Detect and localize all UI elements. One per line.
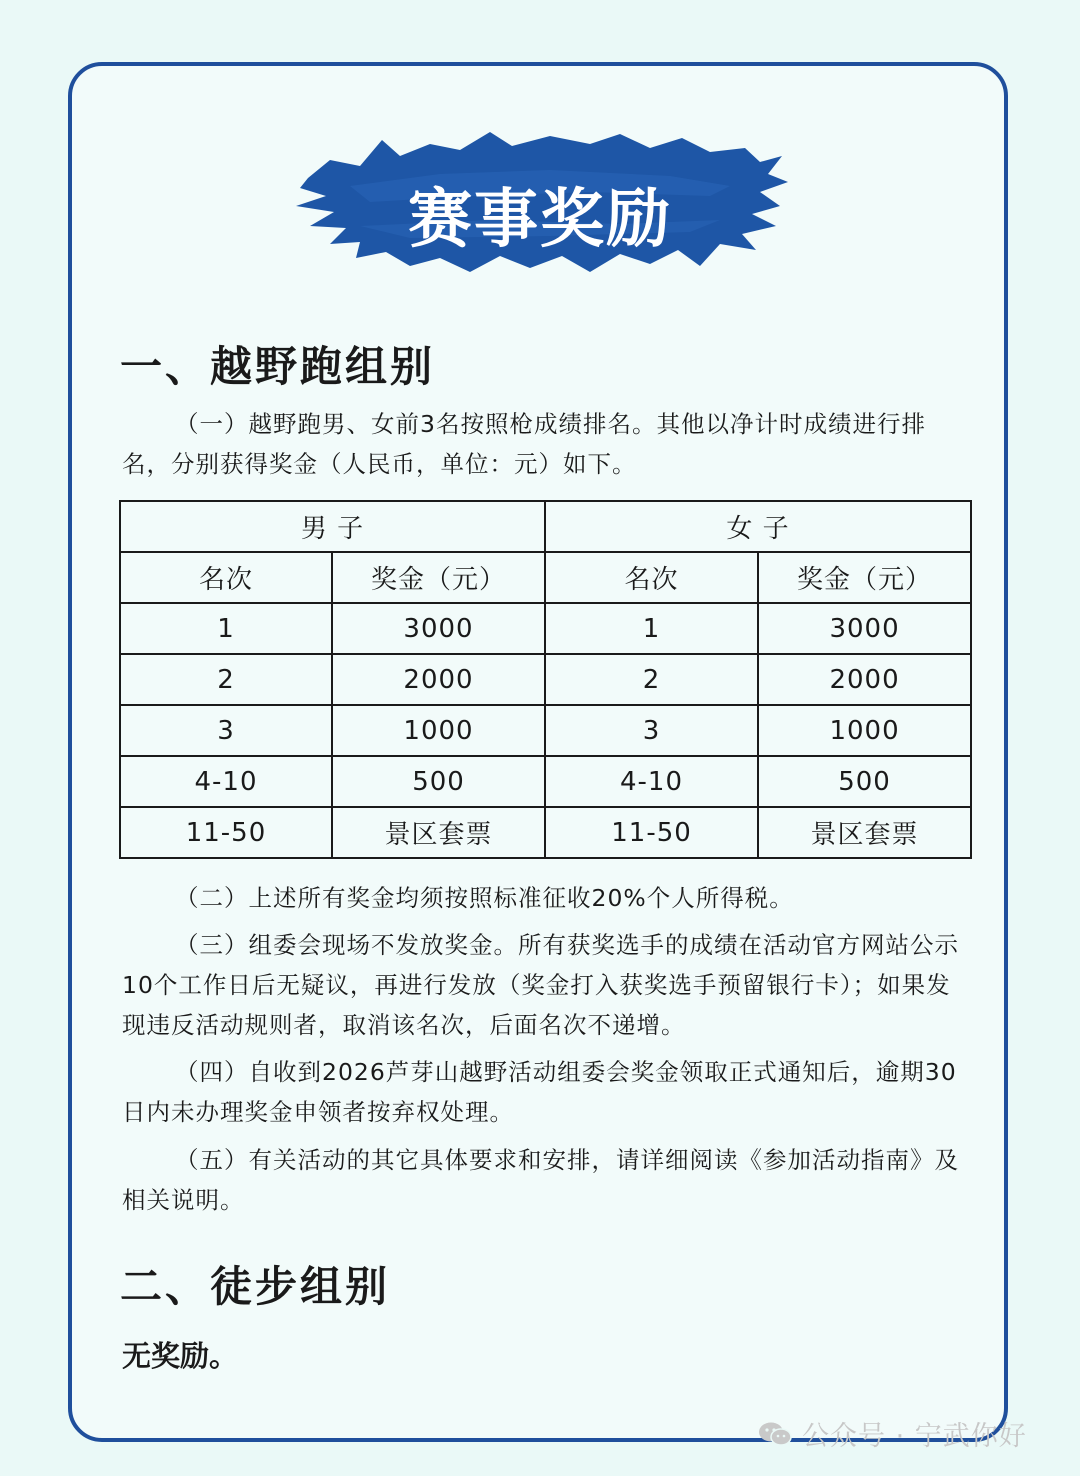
section2-text: 无奖励。 (122, 1339, 239, 1373)
table-row (120, 603, 971, 654)
table-cell: 3 (545, 705, 758, 756)
table-row (120, 756, 971, 807)
table-cell: 1000 (332, 705, 545, 756)
table-cell: 3000 (758, 603, 971, 654)
note-5: （五）有关活动的其它具体要求和安排，请详细阅读《参加活动指南》及相关说明。 (122, 1146, 959, 1214)
note-3: （三）组委会现场不发放奖金。所有获奖选手的成绩在活动官方网站公示10个工作日后无疑议，再进行发放（奖金打入获奖选手预留银行卡）；如果发现违反活动规则者，取消该名次，后面名次不递增。 (122, 931, 959, 1039)
col-header-prize: 奖金（元） (332, 552, 545, 603)
table-cell: 景区套票 (332, 807, 545, 858)
table-row (120, 705, 971, 756)
table-cell: 2 (120, 654, 332, 705)
table-cell: 2000 (332, 654, 545, 705)
group-header-male: 男 子 (120, 501, 545, 552)
section2-heading: 二、徒步组别 (120, 1262, 391, 1311)
watermark-text: 公众号 · 宁武你好 (802, 1421, 1027, 1452)
title-banner (290, 126, 790, 276)
group-header-female: 女 子 (545, 501, 971, 552)
table-cell: 11-50 (120, 807, 332, 858)
table-cell: 景区套票 (758, 807, 971, 858)
table-row (120, 807, 971, 858)
table-cell: 11-50 (545, 807, 758, 858)
table-cell: 500 (332, 756, 545, 807)
page-title: 赛事奖励 (408, 183, 672, 257)
table-cell: 1 (545, 603, 758, 654)
table-cell: 4-10 (545, 756, 758, 807)
table-cell: 3 (120, 705, 332, 756)
section1-heading: 一、越野跑组别 (120, 342, 436, 391)
wechat-icon (758, 1421, 792, 1447)
table-cell: 1 (120, 603, 332, 654)
table-header-row (120, 552, 971, 603)
col-header-rank: 名次 (120, 552, 332, 603)
table-cell: 500 (758, 756, 971, 807)
note-2: （二）上述所有奖金均须按照标准征收20%个人所得税。 (175, 884, 794, 912)
table-cell: 4-10 (120, 756, 332, 807)
table-cell: 2000 (758, 654, 971, 705)
col-header-prize: 奖金（元） (758, 552, 971, 603)
table-row (120, 654, 971, 705)
note-4: （四）自收到2026芦芽山越野活动组委会奖金领取正式通知后，逾期30日内未办理奖金申领者按弃权处理。 (122, 1058, 957, 1126)
watermark (758, 1414, 1027, 1453)
table-cell: 2 (545, 654, 758, 705)
section1-intro: （一）越野跑男、女前3名按照枪成绩排名。其他以净计时成绩进行排名，分别获得奖金（人民币，单位：元）如下。 (122, 410, 926, 478)
table-cell: 3000 (332, 603, 545, 654)
table-group-row (120, 501, 971, 552)
col-header-rank: 名次 (545, 552, 758, 603)
prize-table (119, 500, 972, 859)
table-cell: 1000 (758, 705, 971, 756)
